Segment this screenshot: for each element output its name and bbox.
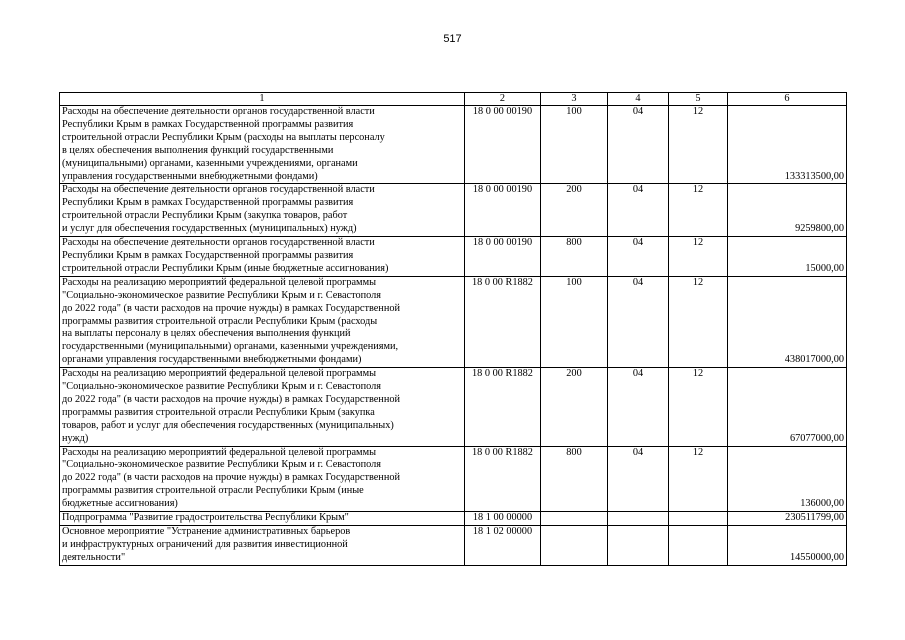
row-expense-type-cell [541,512,608,526]
row-name-cell: Расходы на обеспечение деятельности органов государственной власти Республики Крым в рамках Государственной программы развития строительной отрасли Республики Крым (иные бюджетные ассигнования) [60,237,465,277]
header-cell-sum: 6 [728,93,847,106]
page-number: 517 [443,33,462,45]
table-header-row [60,93,847,106]
row-amount-cell: 136000,00 [728,446,847,512]
table-row [60,512,847,526]
row-subsection-cell: 12 [669,237,728,277]
row-target-article-cell: 18 0 00 R1882 [465,368,541,446]
header-cell-csr: 2 [465,93,541,106]
table-row [60,106,847,184]
row-name-cell: Подпрограмма "Развитие градостроительства Республики Крым" [60,512,465,526]
row-name-cell: Расходы на реализацию мероприятий федеральной целевой программы "Социально-экономическое развитие Республики Крым и г. Севастополя до 2022 года" (в части расходов на прочие нужды) в рамках Государственной программы развития строительной отрасли Республики Крым (расходы на выплаты персоналу в целях обеспечения выполнения функций государственными (муниципальными) органами, казенными учреждениями, органами управления государственными внебюджетными фондами) [60,276,465,367]
row-section-cell: 04 [608,106,669,184]
header-cell-vr: 3 [541,93,608,106]
row-target-article-cell: 18 0 00 R1882 [465,276,541,367]
row-target-article-cell: 18 0 00 R1882 [465,446,541,512]
row-expense-type-cell: 100 [541,106,608,184]
row-name-cell: Расходы на обеспечение деятельности органов государственной власти Республики Крым в рамках Государственной программы развития строительной отрасли Республики Крым (закупка товаров, работ и услуг для обеспечения государственных (муниципальных) нужд) [60,184,465,237]
row-target-article-cell: 18 0 00 00190 [465,237,541,277]
row-amount-cell: 133313500,00 [728,106,847,184]
row-name-cell: Расходы на реализацию мероприятий федеральной целевой программы "Социально-экономическое развитие Республики Крым и г. Севастополя до 2022 года" (в части расходов на прочие нужды) в рамках Государственной программы развития строительной отрасли Республики Крым (иные бюджетные ассигнования) [60,446,465,512]
budget-table [59,92,847,566]
row-amount-cell: 9259800,00 [728,184,847,237]
row-target-article-cell: 18 0 00 00190 [465,106,541,184]
row-section-cell: 04 [608,446,669,512]
row-section-cell: 04 [608,368,669,446]
row-subsection-cell [669,512,728,526]
row-section-cell: 04 [608,237,669,277]
row-name-cell: Расходы на реализацию мероприятий федеральной целевой программы "Социально-экономическое развитие Республики Крым и г. Севастополя до 2022 года" (в части расходов на прочие нужды) в рамках Государственной программы развития строительной отрасли Республики Крым (закупка товаров, работ и услуг для обеспечения государственных (муниципальных) нужд) [60,368,465,446]
row-amount-cell: 438017000,00 [728,276,847,367]
row-name-cell: Расходы на обеспечение деятельности органов государственной власти Республики Крым в рамках Государственной программы развития строительной отрасли Республики Крым (расходы на выплаты персоналу в целях обеспечения выполнения функций государственными (муниципальными) органами, казенными учреждениями, органами управления государственными внебюджетными фондами) [60,106,465,184]
row-amount-cell: 15000,00 [728,237,847,277]
row-target-article-cell: 18 1 02 00000 [465,526,541,566]
row-target-article-cell: 18 1 00 00000 [465,512,541,526]
row-expense-type-cell: 800 [541,446,608,512]
table-row [60,368,847,446]
row-section-cell: 04 [608,276,669,367]
row-amount-cell: 67077000,00 [728,368,847,446]
table-row [60,237,847,277]
row-subsection-cell: 12 [669,276,728,367]
row-subsection-cell: 12 [669,184,728,237]
header-cell-pr: 5 [669,93,728,106]
row-expense-type-cell [541,526,608,566]
table-row [60,184,847,237]
row-subsection-cell: 12 [669,368,728,446]
table-row [60,526,847,566]
row-subsection-cell: 12 [669,446,728,512]
row-amount-cell: 230511799,00 [728,512,847,526]
row-section-cell [608,512,669,526]
table-row [60,446,847,512]
row-section-cell [608,526,669,566]
header-cell-rz: 4 [608,93,669,106]
row-expense-type-cell: 200 [541,184,608,237]
row-expense-type-cell: 800 [541,237,608,277]
row-name-cell: Основное мероприятие "Устранение административных барьеров и инфраструктурных ограничений для развития инвестиционной деятельности" [60,526,465,566]
row-subsection-cell [669,526,728,566]
row-target-article-cell: 18 0 00 00190 [465,184,541,237]
row-amount-cell: 14550000,00 [728,526,847,566]
row-subsection-cell: 12 [669,106,728,184]
table-row [60,276,847,367]
row-expense-type-cell: 100 [541,276,608,367]
header-cell-name: 1 [60,93,465,106]
row-expense-type-cell: 200 [541,368,608,446]
row-section-cell: 04 [608,184,669,237]
